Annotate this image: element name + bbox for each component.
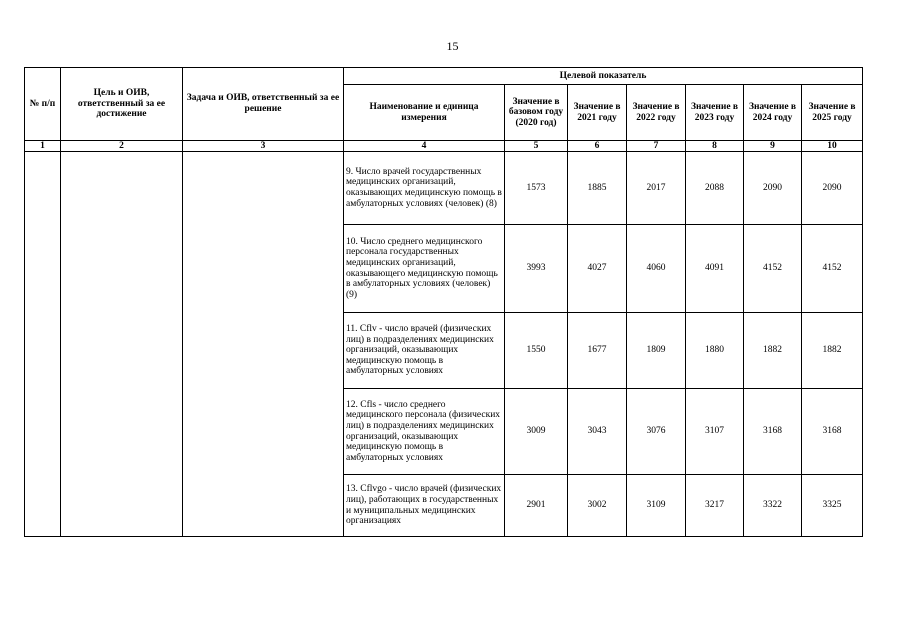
- value-2022: 1809: [627, 313, 686, 389]
- value-2022: 2017: [627, 152, 686, 225]
- value-2022: 4060: [627, 225, 686, 313]
- header-target-indicator: Целевой показатель: [344, 68, 863, 85]
- header-indicator-name: Наименование и единица измерения: [344, 85, 505, 141]
- value-2024: 4152: [744, 225, 802, 313]
- value-2022: 3109: [627, 475, 686, 537]
- value-2023: 3217: [686, 475, 744, 537]
- value-2025: 3325: [802, 475, 863, 537]
- column-number: 5: [505, 141, 568, 152]
- value-2025: 2090: [802, 152, 863, 225]
- indicator-name: 13. Cflvgo - число врачей (физических лиц), работающих в государственных и муниципальных медицинских организациях: [344, 475, 505, 537]
- header-goal: Цель и ОИВ, ответственный за ее достижение: [61, 68, 183, 141]
- header-2022: Значение в 2022 году: [627, 85, 686, 141]
- value-base-year: 3009: [505, 389, 568, 475]
- header-2024: Значение в 2024 году: [744, 85, 802, 141]
- header-number: № п/п: [25, 68, 61, 141]
- value-2025: 1882: [802, 313, 863, 389]
- value-2021: 1677: [568, 313, 627, 389]
- value-2025: 4152: [802, 225, 863, 313]
- value-base-year: 1573: [505, 152, 568, 225]
- value-2021: 1885: [568, 152, 627, 225]
- indicator-name: 12. Cfls - число среднего медицинского персонала (физических лиц) в подразделениях медицинских организаций, оказывающих медицинскую помощь в амбулаторных условиях: [344, 389, 505, 475]
- header-2025: Значение в 2025 году: [802, 85, 863, 141]
- value-2023: 3107: [686, 389, 744, 475]
- header-task: Задача и ОИВ, ответственный за ее решение: [183, 68, 344, 141]
- column-number: 2: [61, 141, 183, 152]
- value-2024: 3168: [744, 389, 802, 475]
- goal-cell: [61, 152, 183, 537]
- value-base-year: 2901: [505, 475, 568, 537]
- column-number: 1: [25, 141, 61, 152]
- header-2021: Значение в 2021 году: [568, 85, 627, 141]
- column-number: 8: [686, 141, 744, 152]
- value-2024: 1882: [744, 313, 802, 389]
- value-2022: 3076: [627, 389, 686, 475]
- value-2024: 2090: [744, 152, 802, 225]
- column-number: 10: [802, 141, 863, 152]
- number-cell: [25, 152, 61, 537]
- indicator-name: 11. Cflv - число врачей (физических лиц) в подразделениях медицинских организаций, оказывающих медицинскую помощь в амбулаторных условиях: [344, 313, 505, 389]
- target-indicators-table: [24, 67, 863, 537]
- value-2023: 1880: [686, 313, 744, 389]
- value-2023: 2088: [686, 152, 744, 225]
- indicator-name: 9. Число врачей государственных медицинских организаций, оказывающих медицинскую помощь в амбулаторных условиях (человек) (8): [344, 152, 505, 225]
- value-2021: 4027: [568, 225, 627, 313]
- column-number-row: [25, 141, 863, 152]
- value-2023: 4091: [686, 225, 744, 313]
- column-number: 6: [568, 141, 627, 152]
- header-2023: Значение в 2023 году: [686, 85, 744, 141]
- table-row: [25, 152, 863, 225]
- value-2021: 3002: [568, 475, 627, 537]
- value-base-year: 3993: [505, 225, 568, 313]
- page-number: 15: [446, 39, 459, 53]
- column-number: 4: [344, 141, 505, 152]
- value-base-year: 1550: [505, 313, 568, 389]
- header-base-year: Значение в базовом году (2020 год): [505, 85, 568, 141]
- column-number: 9: [744, 141, 802, 152]
- column-number: 7: [627, 141, 686, 152]
- column-number: 3: [183, 141, 344, 152]
- value-2021: 3043: [568, 389, 627, 475]
- value-2025: 3168: [802, 389, 863, 475]
- value-2024: 3322: [744, 475, 802, 537]
- task-cell: [183, 152, 344, 537]
- indicator-name: 10. Число среднего медицинского персонала государственных медицинских организаций, оказывающего медицинскую помощь в амбулаторных условиях (человек) (9): [344, 225, 505, 313]
